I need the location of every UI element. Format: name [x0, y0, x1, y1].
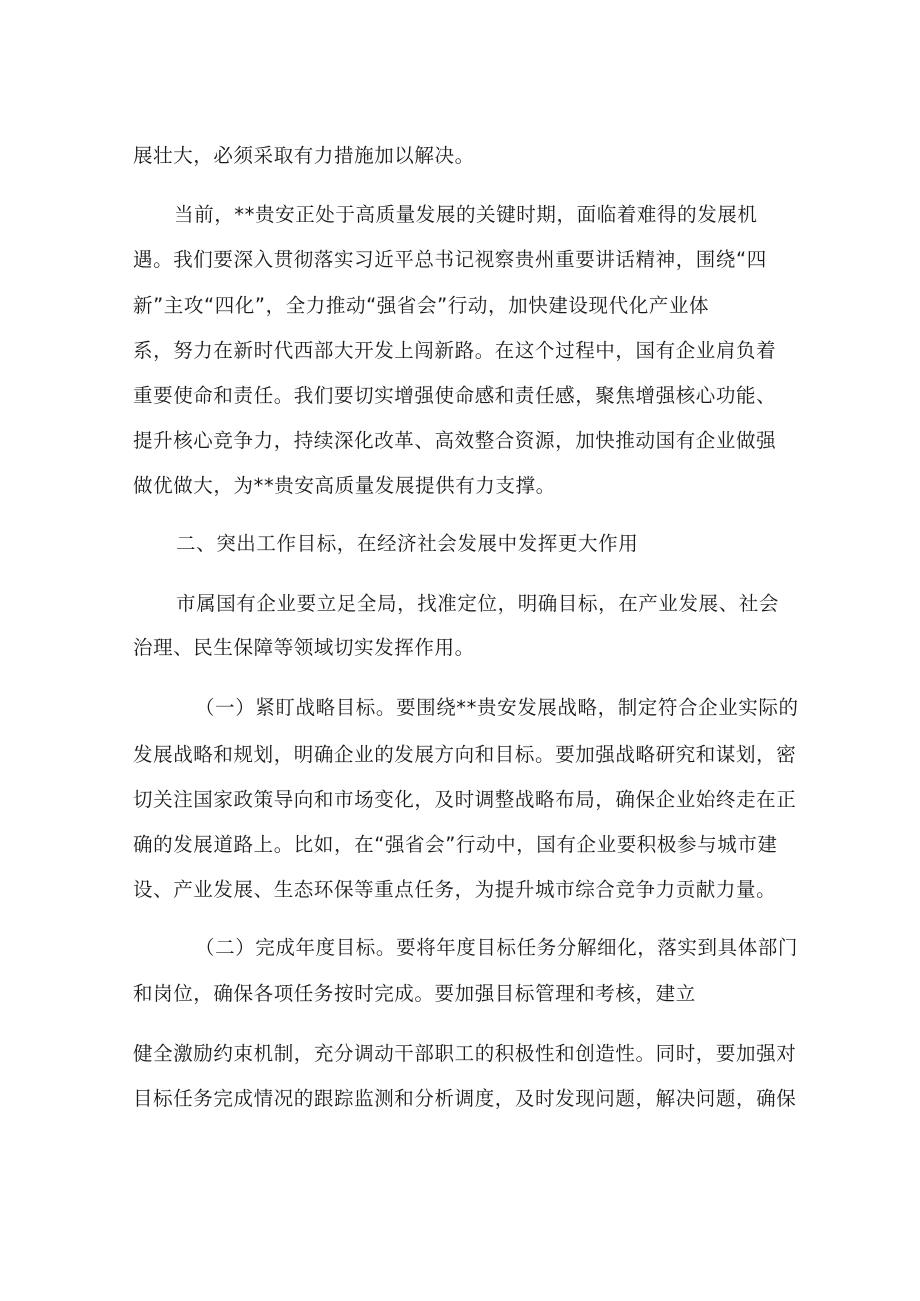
text-line: 切关注国家政策导向和市场变化，及时调整战略布局，确保企业始终走在正	[133, 788, 797, 811]
text-line: 确的发展道路上。比如，在“强省会”行动中，国有企业要积极参与城市建	[133, 833, 778, 856]
text-line: 健全激励约束机制，充分调动干部职工的积极性和创造性。同时，要加强对	[133, 1042, 797, 1065]
text-line: 当前，**贵安正处于高质量发展的关键时期，面临着难得的发展机	[174, 203, 758, 226]
text-line: 治理、民生保障等领域切实发挥作用。	[133, 636, 475, 659]
text-line: 展壮大，必须采取有力措施加以解决。	[133, 144, 475, 167]
text-line: 设、产业发展、生态环保等重点任务，为提升城市综合竞争力贡献力量。	[133, 878, 777, 901]
text-line: 提升核心竞争力，持续深化改革、高效整合资源，加快推动国有企业做强	[133, 429, 777, 452]
section-heading: 二、突出工作目标，在经济社会发展中发挥更大作用	[176, 532, 639, 555]
text-line: 市属国有企业要立足全局，找准定位，明确目标，在产业发展、社会	[176, 592, 780, 615]
text-line: 发展战略和规划，明确企业的发展方向和目标。要加强战略研究和谋划，密	[133, 743, 797, 766]
text-line: 新”主攻“四化”，全力推动“强省会”行动，加快建设现代化产业体	[133, 294, 710, 317]
text-line: 做优做大，为**贵安高质量发展提供有力支撑。	[133, 474, 556, 497]
text-line: 重要使命和责任。我们要切实增强使命感和责任感，聚焦增强核心功能、	[133, 384, 777, 407]
subsection-line: （二）完成年度目标。要将年度目标任务分解细化，落实到具体部门	[195, 936, 799, 959]
text-line: 遇。我们要深入贯彻落实习近平总书记视察贵州重要讲话精神，围绕“四	[133, 248, 767, 271]
text-line: 目标任务完成情况的跟踪监测和分析调度，及时发现问题，解决问题，确保	[133, 1087, 797, 1110]
text-line: 系，努力在新时代西部大开发上闯新路。在这个过程中，国有企业肩负着	[133, 339, 777, 362]
text-line: 和岗位，确保各项任务按时完成。要加强目标管理和考核，建立	[133, 982, 696, 1005]
subsection-line: （一）紧盯战略目标。要围绕**贵安发展战略，制定符合企业实际的	[195, 696, 799, 719]
